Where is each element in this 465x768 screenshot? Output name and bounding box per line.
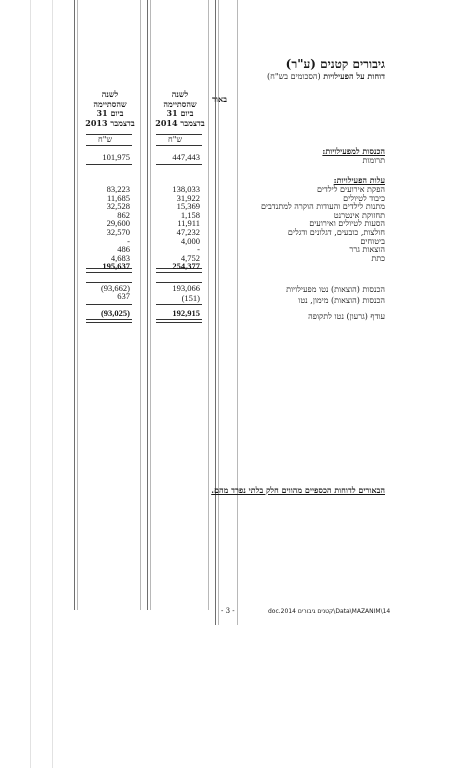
cost-row-label: כתת xyxy=(371,253,385,263)
cost-row-value-2013: 862 xyxy=(117,209,130,220)
cost-row-value-2014: 4,000 xyxy=(180,235,200,246)
summary-operations-2014: 193,066 xyxy=(172,283,200,293)
note-column-header: באור xyxy=(212,94,227,104)
result-label: עודף (גרעון) נטו לתקופה xyxy=(308,312,385,321)
cost-row-value-2013: - xyxy=(127,235,130,246)
cost-row-label: הוצאות גרר xyxy=(349,245,385,255)
report-title-line xyxy=(267,72,385,81)
cost-row-value-2014: 31,922 xyxy=(176,192,200,203)
cost-row-value-2014: 47,232 xyxy=(176,227,200,237)
costs-total-2014: 254,377 xyxy=(172,261,200,271)
cost-row-label: הפקת אירועים לילדים xyxy=(316,185,385,194)
income-label: תרומות xyxy=(362,156,385,165)
income-underline xyxy=(86,164,132,165)
cost-row-label: חולצות, כובעים, דגלונים ודגלים xyxy=(287,228,385,237)
costs-heading: עלות הפעילויות: xyxy=(333,175,385,185)
costs-total-2013: 195,637 xyxy=(102,261,130,271)
column-header-2013-line: ביום 31 xyxy=(96,108,124,119)
costs-total-line xyxy=(156,272,202,273)
cost-row-value-2014: 138,033 xyxy=(172,184,200,194)
cost-row-value-2014: 1,158 xyxy=(180,209,200,220)
scan-artifact-line xyxy=(52,0,53,768)
summary-operations-2013: (93,662) xyxy=(100,283,130,293)
cost-row-label: תחזוקת אינטרנט xyxy=(333,210,385,220)
cost-row-label: ביטוחים xyxy=(360,236,385,246)
notes-statement: הבאורים לדוחות הכספיים מהווים חלק בלתי נפרד מהם. xyxy=(211,485,385,495)
cost-row-value-2013: 486 xyxy=(117,244,130,255)
company-name: גיבורים קטנים (ע"ר) xyxy=(285,57,385,71)
unit-2013: ש"ח xyxy=(98,135,113,144)
unit-2014: ש"ח xyxy=(168,135,183,144)
cost-row-label: מתנות לילדים והעודות הוקרה למתנדבים xyxy=(260,202,385,212)
column-header-2013-line: שהסתיימה xyxy=(93,98,127,109)
result-value-2013: (93,025) xyxy=(100,308,130,318)
column-header-2013-line: לשנה xyxy=(101,89,119,99)
cost-row-value-2013: 4,683 xyxy=(110,252,130,263)
cost-row-value-2014: 11,911 xyxy=(177,218,200,229)
column-header-2014 xyxy=(150,90,210,128)
scan-artifact-line xyxy=(30,0,31,768)
cost-row-value-2013: 32,570 xyxy=(106,227,130,237)
income-heading: הכנסות למפעילויות: xyxy=(322,146,385,156)
cost-row-value-2014: 15,369 xyxy=(176,201,200,212)
cost-row-label: הסעות לטיולים ואירועים xyxy=(309,219,385,229)
summary-label-operations: הכנסות (הוצאות) נטו מפעילויות xyxy=(286,285,385,294)
cost-row-label: כיבוד לטיולים xyxy=(343,193,385,203)
cost-row-value-2014: - xyxy=(197,244,200,255)
income-underline xyxy=(156,164,202,165)
cost-row-value-2013: 83,223 xyxy=(106,184,130,194)
column-header-2014-line: לשנה xyxy=(171,89,189,99)
column-rule xyxy=(237,0,238,625)
cost-row-value-2014: 4,752 xyxy=(180,252,200,263)
cost-row-value-2013: 29,600 xyxy=(106,218,130,229)
summary-bottom-line xyxy=(86,304,132,305)
column-header-2014-line: בדצמבר 2014 xyxy=(155,117,205,128)
result-value-2014: 192,915 xyxy=(172,308,200,318)
result-double-underline xyxy=(156,319,202,323)
summary-bottom-line xyxy=(156,304,202,305)
column-header-2014-line: ביום 31 xyxy=(166,108,194,119)
header-underline xyxy=(86,145,132,146)
column-rule xyxy=(140,0,141,610)
column-header-2013-line: בדצמבר 2013 xyxy=(85,117,135,128)
cost-row-value-2013: 32,528 xyxy=(106,201,130,212)
report-title: דוחות על הפעילויות xyxy=(323,71,385,81)
page-number: - 3 - xyxy=(221,607,235,615)
summary-financing-2013: 637 xyxy=(117,291,130,301)
column-rule xyxy=(147,0,148,610)
column-header-2014-line: שהסתיימה xyxy=(163,98,197,109)
header-underline xyxy=(156,145,202,146)
result-double-underline xyxy=(86,319,132,323)
column-rule xyxy=(74,0,75,610)
income-value-2013: 101,975 xyxy=(102,152,130,162)
income-value-2014: 447,443 xyxy=(172,152,200,162)
costs-total-line xyxy=(86,272,132,273)
summary-label-financing: הכנסות (הוצאות) מימון, נטו xyxy=(298,296,385,305)
column-rule xyxy=(77,0,78,610)
cost-row-value-2013: 11,685 xyxy=(106,192,130,203)
report-units: (הסכומים בש"ח) xyxy=(266,72,321,81)
column-header-2013 xyxy=(80,90,140,128)
file-path: doc.2014 קטנים גיבורים\Data\MAZANIM\14 xyxy=(268,608,391,615)
summary-financing-2014: (151) xyxy=(181,293,200,303)
